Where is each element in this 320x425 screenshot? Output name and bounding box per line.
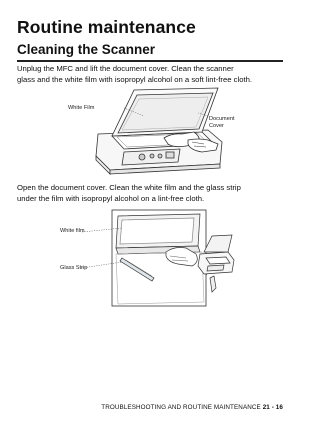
- label-line: Document: [209, 116, 235, 122]
- instruction-paragraph-1: [17, 64, 292, 85]
- label-white-film: White Film: [68, 105, 95, 111]
- page-title: Routine maintenance: [17, 17, 196, 37]
- paragraph-line: Unplug the MFC and lift the document cover. Clean the scanner: [17, 64, 234, 73]
- footer-page-number: 21 - 16: [262, 404, 283, 411]
- footer-section: TROUBLESHOOTING AND ROUTINE MAINTENANCE: [101, 404, 263, 411]
- instruction-paragraph-2: [17, 183, 292, 204]
- page-footer: [101, 404, 283, 411]
- glass-strip-cleaning-illustration: [82, 206, 237, 310]
- scanner-cleaning-illustration: [90, 86, 225, 178]
- label-glass-strip: Glass Strip: [60, 265, 88, 271]
- label-white-film-2: White film: [60, 228, 85, 234]
- paragraph-line: glass and the white film with isopropyl alcohol on a soft lint-free cloth.: [17, 74, 253, 84]
- label-document-cover: [209, 116, 235, 129]
- paragraph-line: under the film with isopropyl alcohol on a lint-free cloth.: [17, 193, 205, 203]
- paragraph-line: Open the document cover. Clean the white film and the glass strip: [17, 183, 241, 192]
- label-line: Cover: [209, 122, 224, 129]
- section-title: Cleaning the Scanner: [17, 42, 156, 57]
- heading-divider: [17, 60, 283, 62]
